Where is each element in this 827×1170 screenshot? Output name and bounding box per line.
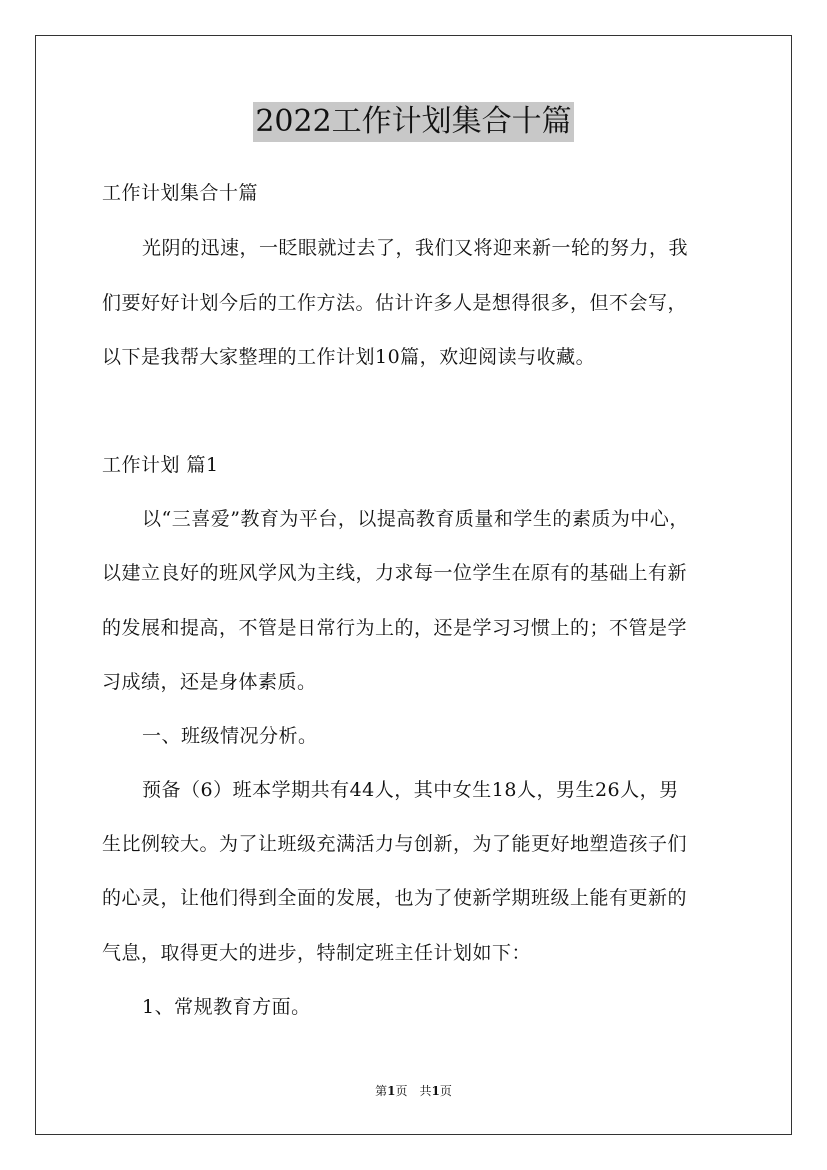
para1-line-1: 以“三喜爱”教育为平台，以提高教育质量和学生的素质为中心， <box>142 508 689 530</box>
para1-line-3: 的发展和提高，不管是日常行为上的，还是学习习惯上的；不管是学 <box>102 617 688 639</box>
footer-page-mid: 页 共 <box>395 1084 432 1098</box>
subheading-1: 一、班级情况分析。 <box>142 725 318 747</box>
page-footer <box>0 1083 827 1099</box>
intro-line-3: 以下是我帮大家整理的工作计划10篇，欢迎阅读与收藏。 <box>102 346 596 368</box>
para1-line-2: 以建立良好的班风学风为主线，力求每一位学生在原有的基础上有新 <box>102 562 688 584</box>
subtitle-line: 工作计划集合十篇 <box>102 182 259 204</box>
footer-page-prefix: 第 <box>375 1084 388 1098</box>
subheading-2: 1、常规教育方面。 <box>142 996 311 1018</box>
para2-line-2: 生比例较大。为了让班级充满活力与创新，为了能更好地塑造孩子们 <box>102 833 688 855</box>
para1-line-4: 习成绩，还是身体素质。 <box>102 671 317 693</box>
footer-page-current: 1 <box>387 1084 396 1098</box>
document-title: 2022工作计划集合十篇 <box>253 102 573 142</box>
para2-line-4: 气息，取得更大的进步，特制定班主任计划如下： <box>102 942 532 964</box>
para2-line-1: 预备（6）班本学期共有44人，其中女生18人，男生26人，男 <box>142 779 679 801</box>
section-heading: 工作计划 篇1 <box>102 454 219 476</box>
para2-line-3: 的心灵，让他们得到全面的发展，也为了使新学期班级上能有更新的 <box>102 887 688 909</box>
footer-page-suffix: 页 <box>439 1084 452 1098</box>
title-wrap <box>0 102 827 142</box>
intro-line-2: 们要好好计划今后的工作方法。估计许多人是想得很多，但不会写， <box>102 292 688 314</box>
intro-line-1: 光阴的迅速，一眨眼就过去了，我们又将迎来新一轮的努力，我 <box>142 237 689 259</box>
footer-page-total: 1 <box>431 1084 440 1098</box>
